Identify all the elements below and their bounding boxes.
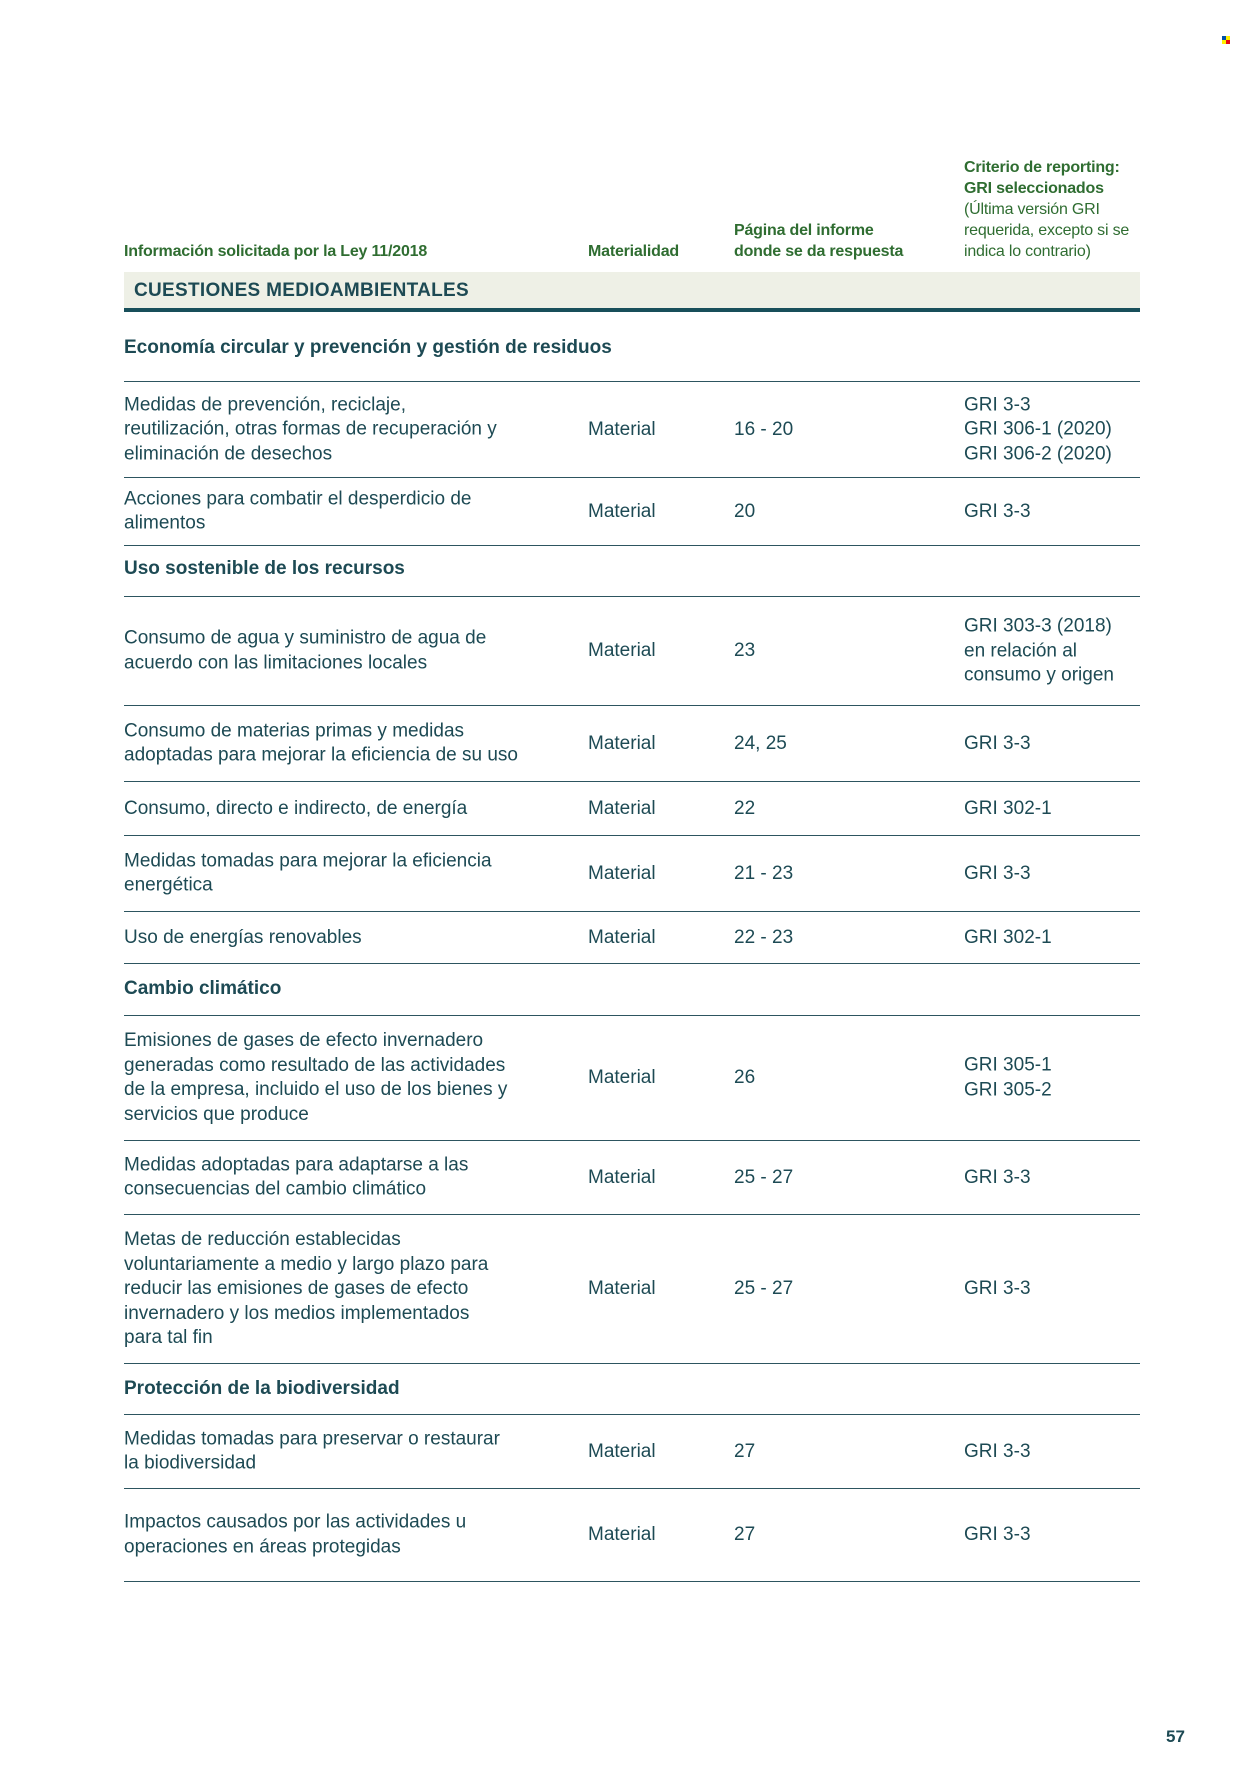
info-cell: Consumo, directo e indirecto, de energía bbox=[124, 797, 468, 819]
gri-cell: GRI 303-3 (2018) en relación al consumo y origen bbox=[964, 615, 1114, 686]
gri-cell: GRI 3-3 bbox=[964, 1277, 1031, 1299]
table-row bbox=[124, 382, 1140, 478]
table-row bbox=[124, 1489, 1140, 1582]
subsection-title: Cambio climático bbox=[124, 978, 282, 999]
header-materialidad: Materialidad bbox=[588, 243, 679, 260]
subsection-title: Economía circular y prevención y gestión de residuos bbox=[124, 337, 612, 358]
materialidad-cell: Material bbox=[588, 926, 656, 948]
pagina-cell: 22 - 23 bbox=[734, 926, 794, 948]
table-row bbox=[124, 1141, 1140, 1215]
info-cell: Medidas de prevención, reciclaje, reutilización, otras formas de recuperación y eliminación de desechos bbox=[124, 393, 497, 464]
materialidad-cell: Material bbox=[588, 500, 656, 522]
pagina-cell: 25 - 27 bbox=[734, 1277, 794, 1299]
materialidad-cell: Material bbox=[588, 1440, 656, 1462]
pagina-cell: 22 bbox=[734, 797, 756, 819]
pagina-cell: 26 bbox=[734, 1066, 756, 1088]
gri-cell: GRI 302-1 bbox=[964, 926, 1052, 948]
pagina-cell: 25 - 27 bbox=[734, 1166, 794, 1188]
pagina-cell: 23 bbox=[734, 639, 756, 661]
materialidad-cell: Material bbox=[588, 862, 656, 884]
table-row bbox=[124, 1215, 1140, 1364]
pagina-cell: 16 - 20 bbox=[734, 418, 794, 440]
table-row bbox=[124, 782, 1140, 836]
materialidad-cell: Material bbox=[588, 797, 656, 819]
info-cell: Medidas adoptadas para adaptarse a las consecuencias del cambio climático bbox=[124, 1154, 469, 1200]
page-number: 57 bbox=[1166, 1727, 1185, 1746]
table-row bbox=[124, 836, 1140, 912]
table-row bbox=[124, 706, 1140, 782]
table-row bbox=[124, 597, 1140, 706]
materialidad-cell: Material bbox=[588, 1277, 656, 1299]
gri-cell: GRI 3-3 bbox=[964, 1523, 1031, 1545]
gri-cell: GRI 3-3 bbox=[964, 1166, 1031, 1188]
header-pagina: Página del informe donde se da respuesta bbox=[734, 222, 904, 260]
gri-cell: GRI 302-1 bbox=[964, 797, 1052, 819]
info-cell: Metas de reducción establecidas voluntariamente a medio y largo plazo para reducir las emisiones de gases de efecto invernadero y los medios implementados para tal fin bbox=[124, 1228, 489, 1348]
section-title: CUESTIONES MEDIOAMBIENTALES bbox=[134, 280, 469, 301]
section-band bbox=[124, 272, 1140, 312]
materialidad-cell: Material bbox=[588, 1523, 656, 1545]
pagina-cell: 27 bbox=[734, 1523, 756, 1545]
pagina-cell: 24, 25 bbox=[734, 732, 787, 754]
gri-cell: GRI 3-3 bbox=[964, 862, 1031, 884]
info-cell: Medidas tomadas para mejorar la eficiencia energética bbox=[124, 850, 492, 896]
table-header bbox=[124, 150, 1140, 262]
table-row bbox=[124, 1415, 1140, 1489]
gri-cell: GRI 3-3 bbox=[964, 732, 1031, 754]
info-cell: Impactos causados por las actividades u operaciones en áreas protegidas bbox=[124, 1511, 467, 1557]
materialidad-cell: Material bbox=[588, 1066, 656, 1088]
info-cell: Consumo de materias primas y medidas adoptadas para mejorar la eficiencia de su uso bbox=[124, 720, 518, 766]
subsection-title: Uso sostenible de los recursos bbox=[124, 558, 405, 579]
brand-logo-icon bbox=[1222, 36, 1231, 44]
gri-cell: GRI 3-3 bbox=[964, 1440, 1031, 1462]
subsection-title: Protección de la biodiversidad bbox=[124, 1378, 400, 1399]
gri-cell: GRI 305-1 GRI 305-2 bbox=[964, 1054, 1052, 1100]
table-row bbox=[124, 1016, 1140, 1141]
table-row bbox=[124, 912, 1140, 964]
header-info: Información solicitada por la Ley 11/2018 bbox=[124, 243, 428, 260]
pagina-cell: 21 - 23 bbox=[734, 862, 794, 884]
info-cell: Consumo de agua y suministro de agua de acuerdo con las limitaciones locales bbox=[124, 627, 487, 673]
pagina-cell: 20 bbox=[734, 500, 756, 522]
materialidad-cell: Material bbox=[588, 418, 656, 440]
header-criterio: Criterio de reporting: GRI seleccionados (Última versión GRI requerida, excepto si se indica lo contrario) bbox=[964, 159, 1130, 260]
materialidad-cell: Material bbox=[588, 1166, 656, 1188]
info-cell: Medidas tomadas para preservar o restaurar la biodiversidad bbox=[124, 1428, 500, 1474]
info-cell: Emisiones de gases de efecto invernadero generadas como resultado de las actividades de la empresa, incluido el uso de los bienes y servicios que produce bbox=[124, 1030, 508, 1125]
table-row bbox=[124, 478, 1140, 546]
materialidad-cell: Material bbox=[588, 732, 656, 754]
materialidad-cell: Material bbox=[588, 639, 656, 661]
pagina-cell: 27 bbox=[734, 1440, 756, 1462]
gri-cell: GRI 3-3 bbox=[964, 500, 1031, 522]
gri-cell: GRI 3-3 GRI 306-1 (2020) GRI 306-2 (2020) bbox=[964, 393, 1112, 464]
info-cell: Acciones para combatir el desperdicio de alimentos bbox=[124, 488, 472, 534]
info-cell: Uso de energías renovables bbox=[124, 926, 362, 948]
